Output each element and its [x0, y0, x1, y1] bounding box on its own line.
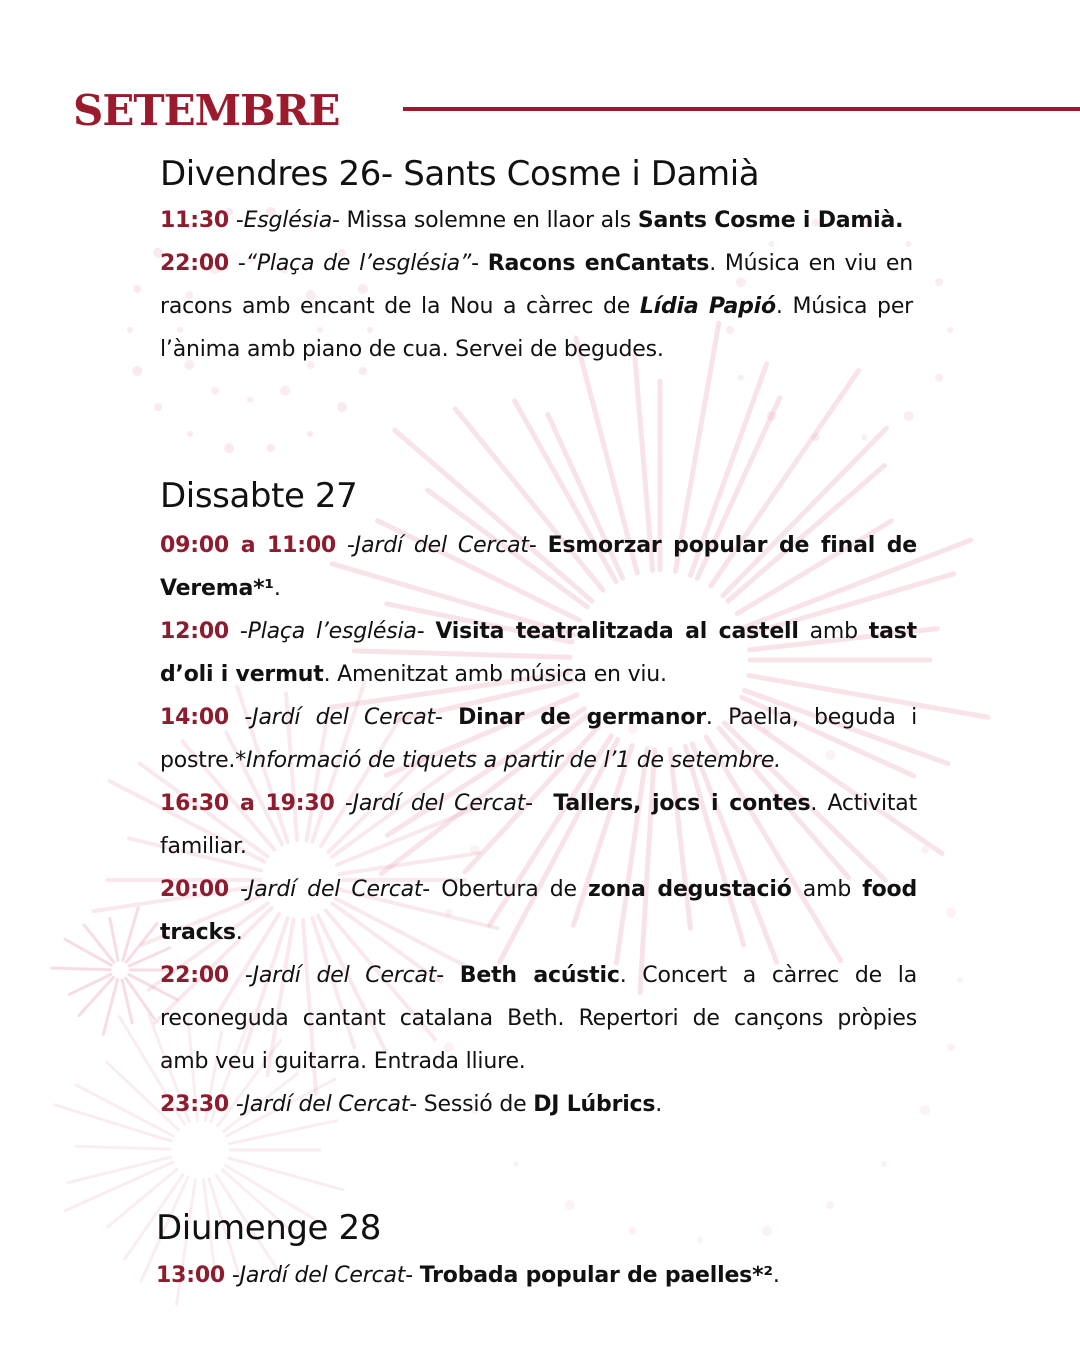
separator: -	[229, 963, 253, 988]
firework-dot	[127, 327, 133, 333]
separator: -	[229, 251, 246, 276]
firework-dot	[766, 411, 776, 421]
firework-dot	[935, 374, 943, 382]
event-text: -	[416, 619, 436, 644]
event-text: .	[235, 920, 243, 945]
event-time: 09:00 a 11:00	[160, 533, 337, 558]
firework-dot	[935, 278, 943, 286]
event-text: .	[772, 1263, 780, 1288]
event-time: 22:00	[160, 963, 230, 988]
event-text: - Missa solemne en llaor als	[332, 208, 638, 233]
event-highlight: Tallers, jocs i contes	[553, 791, 811, 816]
separator: -	[229, 705, 253, 730]
event-text: .	[655, 1092, 663, 1117]
event-text: . Activitat familiar.	[160, 791, 918, 859]
event-place: Jardí del Cercat	[252, 705, 435, 730]
separator: -	[225, 1263, 240, 1288]
event-place: Jardí del Cercat	[247, 877, 423, 902]
event-text: amb	[798, 619, 869, 644]
event-entry	[160, 782, 917, 868]
separator: -	[229, 619, 248, 644]
firework-dot	[337, 402, 347, 412]
separator: -	[229, 877, 248, 902]
firework-dot	[133, 285, 141, 293]
event-time: 23:30	[160, 1092, 230, 1117]
firework-dot	[247, 397, 253, 403]
event-highlight: Beth acústic	[459, 963, 620, 988]
separator: -	[334, 791, 353, 816]
firework-dot	[904, 411, 914, 421]
performer-name: Lídia Papió	[639, 294, 776, 319]
event-text: -	[471, 251, 488, 276]
event-highlight: Trobada popular de paelles*²	[419, 1263, 773, 1288]
event-time: 12:00	[160, 619, 230, 644]
firework-dot	[957, 977, 963, 983]
event-entry	[160, 1083, 917, 1126]
ticket-note: *Informació de tiquets a partir de l’1 de setembre.	[235, 748, 781, 773]
event-text: . Amenitzat amb música en viu.	[323, 662, 667, 687]
day-sunday-28	[156, 1206, 916, 1297]
firework-ray	[70, 974, 111, 994]
firework-dot	[881, 1161, 887, 1167]
event-highlight: zona degustació	[587, 877, 792, 902]
firework-dot	[187, 431, 193, 437]
event-text: . Concert a càrrec de la reconeguda cantant catalana Beth. Repertori de cançons pròpies amb veu i guitarra. Entrada lliure.	[160, 963, 917, 1074]
event-text: . Música per l’ànima amb piano de cua. Servei de begudes.	[160, 294, 914, 362]
firework-dot	[947, 327, 953, 333]
event-text: -	[436, 963, 460, 988]
event-highlight: DJ Lúbrics	[533, 1092, 656, 1117]
event-entry	[160, 954, 917, 1083]
event-time: 22:00	[160, 251, 230, 276]
event-place: Jardí del Cercat	[354, 533, 529, 558]
event-place: Església	[243, 208, 333, 233]
firework-dot	[154, 403, 162, 411]
event-highlight: Sants Cosme i Damià.	[637, 208, 904, 233]
firework-ray	[123, 908, 138, 961]
event-place: Plaça l’església	[247, 619, 417, 644]
event-entry	[156, 1254, 916, 1297]
event-text: - Obertura de	[422, 877, 588, 902]
event-highlight: Visita teatralitzada al castell	[435, 619, 799, 644]
firework-dot	[812, 433, 820, 441]
event-entry	[160, 868, 917, 954]
firework-ray	[52, 968, 110, 970]
firework-dot	[513, 1161, 519, 1167]
event-place: Jardí del Cercat	[252, 963, 437, 988]
firework-dot	[946, 908, 956, 918]
firework-dot	[947, 1043, 955, 1051]
event-place: Jardí del Cercat	[239, 1263, 406, 1288]
firework-dot	[307, 431, 313, 437]
event-place: “Plaça de l’església”	[245, 251, 472, 276]
heading-divider	[403, 107, 1080, 111]
event-entry	[160, 524, 917, 610]
event-time: 14:00	[160, 705, 230, 730]
event-entry	[160, 696, 917, 782]
firework-ray	[55, 1105, 171, 1141]
event-time: 13:00	[156, 1263, 226, 1288]
event-highlight: Esmorzar popular de final de Verema*¹	[160, 533, 917, 601]
event-time: 20:00	[160, 877, 230, 902]
firework-dot	[224, 443, 234, 453]
event-text: -	[528, 533, 548, 558]
day-title: Divendres 26- Sants Cosme i Damià	[160, 154, 760, 194]
event-place: Jardí del Cercat	[352, 791, 526, 816]
event-text: . Música en viu en racons amb encant de la Nou a càrrec de	[160, 251, 913, 319]
firework-dot	[132, 366, 142, 376]
firework-ray	[229, 1158, 343, 1190]
firework-dot	[861, 434, 867, 440]
event-entry	[160, 199, 913, 242]
day-saturday-27	[160, 474, 917, 1126]
day-title: Dissabte 27	[160, 476, 358, 516]
event-highlight: Racons enCantats	[487, 251, 710, 276]
separator: -	[336, 533, 355, 558]
separator: -	[229, 1092, 244, 1117]
separator: -	[229, 208, 244, 233]
event-text: -	[405, 1263, 420, 1288]
day-friday-26	[160, 152, 913, 371]
event-place: Jardí del Cercat	[243, 1092, 410, 1117]
firework-ray	[110, 918, 118, 960]
firework-dot	[921, 846, 929, 854]
event-highlight: food tracks	[160, 877, 917, 945]
event-text: . Paella, beguda i postre.	[160, 705, 917, 773]
month-heading: SETEMBRE	[73, 86, 340, 135]
event-time: 16:30 a 19:30	[160, 791, 335, 816]
event-entry	[160, 242, 913, 371]
event-text: - Sessió de	[409, 1092, 534, 1117]
event-time: 11:30	[160, 208, 230, 233]
firework-dot	[738, 375, 744, 381]
event-text: .	[273, 576, 281, 601]
firework-dot	[280, 386, 290, 396]
event-highlight: Dinar de germanor	[458, 705, 706, 730]
event-text: amb	[791, 877, 863, 902]
firework-dot	[920, 1105, 930, 1115]
event-highlight: tast d’oli i vermut	[160, 619, 917, 687]
firework-dot	[267, 444, 275, 452]
firework-dot	[211, 387, 219, 395]
day-title: Diumenge 28	[156, 1208, 381, 1248]
event-text: -	[525, 791, 554, 816]
firework-ray	[76, 1146, 170, 1149]
event-text: -	[434, 705, 459, 730]
event-entry	[160, 610, 917, 696]
